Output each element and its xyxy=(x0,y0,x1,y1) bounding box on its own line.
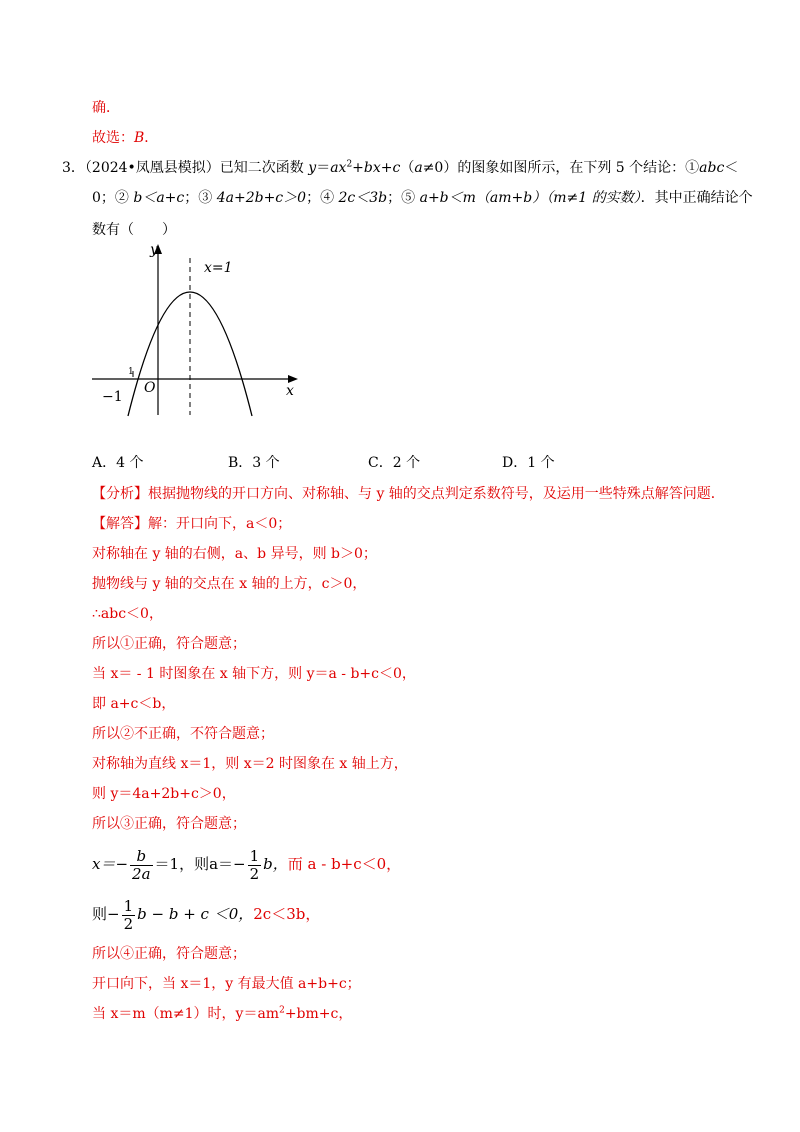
l12-marker: ④ xyxy=(120,946,134,962)
answer-text-1: 解：开口向下，a＜0； xyxy=(148,516,292,532)
question-source: （2024•凤凰县模拟）已知二次函数 xyxy=(84,160,309,176)
conclusion-1-rel: ＜ xyxy=(724,160,739,176)
intro-suffix: ． xyxy=(144,130,159,146)
analysis-tag: 【分析】 xyxy=(92,486,148,502)
eq1-fraction xyxy=(130,848,153,883)
answer-line-4: ∴abc＜0， xyxy=(92,606,163,622)
option-d[interactable]: D．1 个 xyxy=(502,455,555,471)
eq2-pre: 则− xyxy=(92,905,120,923)
l8-marker: ② xyxy=(120,726,134,742)
conclusion-3: 4a+2b+c＞0 xyxy=(216,190,307,206)
cond-open: （ xyxy=(400,160,415,176)
func-rest: +bx+c xyxy=(352,160,401,176)
func-eq: ＝ xyxy=(316,160,331,176)
eq1-num: b xyxy=(130,848,153,866)
func-ax: ax xyxy=(330,160,347,176)
eq1-b: b， xyxy=(263,855,288,873)
option-c[interactable]: C．2 个 xyxy=(368,455,421,471)
intro-line-2 xyxy=(92,128,158,148)
eq2-num: 1 xyxy=(123,896,134,915)
eq2-mid: b − b + c ＜0， xyxy=(137,905,254,923)
eq2-tail: 2c＜3b， xyxy=(253,905,321,923)
option-a[interactable]: A．4 个 xyxy=(92,455,144,471)
l11-marker: ③ xyxy=(120,816,134,832)
intro-line-1: 确． xyxy=(92,100,120,116)
answer-line-13: 开口向下，当 x＝1，y 有最大值 a+b+c； xyxy=(92,976,361,992)
conclusion-4-marker: ④ xyxy=(320,190,335,206)
answer-line-6: 当 x＝ - 1 时图象在 x 轴下方，则 y＝a - b+c＜0， xyxy=(92,666,416,682)
l14-post: +bm+c， xyxy=(284,1006,353,1022)
conclusion-3-marker: ③ xyxy=(198,190,213,206)
intro-answer: B xyxy=(134,130,145,146)
answer-line-2: 对称轴在 y 轴的右侧，a、b 异号，则 b＞0； xyxy=(92,546,377,562)
l8c: 不正确，不符合题意； xyxy=(134,726,274,742)
l11a: 所以 xyxy=(92,816,120,832)
eq2-den: 2 xyxy=(123,914,134,933)
eq1-den: 2a xyxy=(132,864,151,883)
l5a: 所以 xyxy=(92,636,120,652)
conclusion-2: b＜a+c xyxy=(133,190,185,206)
answer-line-10: 则 y＝4a+2b+c＞0， xyxy=(92,786,236,802)
eq2-fraction xyxy=(122,898,136,933)
tick-1-label: 1 xyxy=(128,367,134,377)
neg1-label: −1 xyxy=(102,389,123,405)
conclusion-5: a+b＜m（am+b）（m≠1 的实数） xyxy=(419,190,641,206)
answer-line-7: 即 a+c＜b， xyxy=(92,696,176,712)
answer-line-14 xyxy=(92,1004,352,1024)
intro-prefix: 故选： xyxy=(92,130,134,146)
answer-line-3: 抛物线与 y 轴的交点在 x 轴的上方，c＞0， xyxy=(92,576,367,592)
l5c: 正确，符合题意； xyxy=(134,636,246,652)
l5-marker: ① xyxy=(120,636,134,652)
analysis-line xyxy=(92,484,725,504)
eq1-fraction-2 xyxy=(248,848,262,883)
l14-pre: 当 x＝m（m≠1）时，y＝am xyxy=(92,1006,280,1022)
cond-a: a xyxy=(414,160,423,176)
answer-line-8 xyxy=(92,724,274,744)
l14-sq: 2 xyxy=(279,1005,285,1016)
answer-tag: 【解答】 xyxy=(92,516,148,532)
conclusion-5-marker: ⑤ xyxy=(401,190,416,206)
analysis-text: 根据抛物线的开口方向、对称轴、与 y 轴的交点判定系数符号，及运用一些特殊点解答问题． xyxy=(148,486,725,502)
question-line-3: 数有（ ） xyxy=(92,222,176,238)
question-number: 3． xyxy=(62,160,85,176)
l11c: 正确，符合题意； xyxy=(134,816,246,832)
conclusion-4: 2c＜3b xyxy=(338,190,388,206)
eq1-num2: 1 xyxy=(249,846,260,865)
conclusion-1-marker: ① xyxy=(685,160,700,176)
q-line2-start: 0； xyxy=(92,190,115,206)
symmetry-axis-label: x=1 xyxy=(204,260,233,276)
eq1-x: x＝− xyxy=(92,855,129,873)
option-b[interactable]: B．3 个 xyxy=(228,455,280,471)
q-line2-end: ．其中正确结论个 xyxy=(640,190,753,206)
l8a: 所以 xyxy=(92,726,120,742)
answer-line-9: 对称轴为直线 x＝1，则 x＝2 时图象在 x 轴上方， xyxy=(92,756,408,772)
conclusion-1: abc xyxy=(699,160,725,176)
answer-line-12 xyxy=(92,944,246,964)
eq1-den2: 2 xyxy=(249,864,260,883)
func-y: y xyxy=(308,160,317,176)
answer-line-5 xyxy=(92,634,246,654)
question-line-2: 0；② b＜a+c；③ 4a+2b+c＞0；④ 2c＜3b；⑤ a+b＜m（am+b）（m≠1 的实数）．其中正确结论个 xyxy=(92,190,753,206)
l12a: 所以 xyxy=(92,946,120,962)
x-axis-arrow xyxy=(288,375,298,383)
cond-ne: ≠0）的图象如图所示，在下列 5 个结论： xyxy=(422,160,686,176)
origin-label: O xyxy=(144,380,156,396)
equation-2 xyxy=(92,896,320,933)
l12c: 正确，符合题意； xyxy=(134,946,246,962)
eq1-mid: ＝1，则a＝− xyxy=(154,855,246,873)
question-line-1 xyxy=(62,158,738,178)
x-axis-label: x xyxy=(286,383,294,399)
conclusion-2-marker: ② xyxy=(114,190,129,206)
answer-line-11 xyxy=(92,814,246,834)
answer-line-1 xyxy=(92,514,291,534)
func-sq: 2 xyxy=(346,159,353,170)
parabola-figure xyxy=(88,240,308,420)
eq1-tail: 而 a - b+c＜0， xyxy=(287,855,402,873)
equation-1 xyxy=(92,846,401,883)
y-axis-label: y xyxy=(150,242,158,258)
